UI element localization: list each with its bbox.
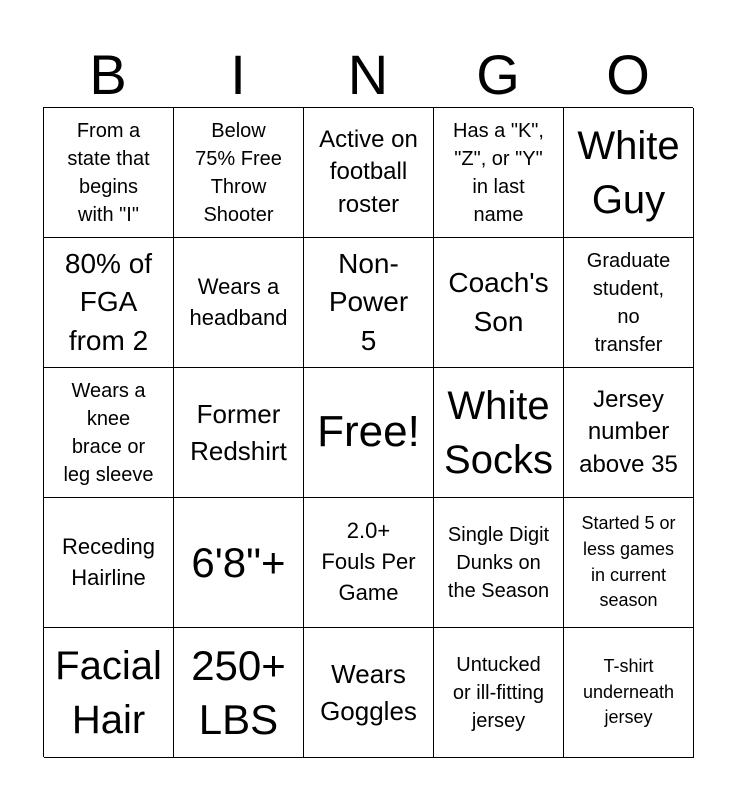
bingo-cell-text: Non- Power 5 xyxy=(328,248,409,356)
bingo-cell-text: T-shirt underneath jersey xyxy=(582,655,675,728)
bingo-cell-r2c5[interactable] xyxy=(564,238,694,368)
header-letter-n: N xyxy=(347,43,389,106)
bingo-cell-r3c1[interactable] xyxy=(44,368,174,498)
bingo-cell-r4c3[interactable] xyxy=(304,498,434,628)
bingo-cell-r5c5[interactable] xyxy=(564,628,694,758)
bingo-cell-r1c3[interactable] xyxy=(304,108,434,238)
bingo-cell-r5c3[interactable] xyxy=(304,628,434,758)
bingo-cell-text: Graduate student, no transfer xyxy=(586,249,671,356)
bingo-cell-text: Wears a headband xyxy=(189,273,288,330)
bingo-cell-text: From a state that begins with "I" xyxy=(67,119,150,226)
bingo-header xyxy=(43,44,693,106)
bingo-cell-text: Active on football roster xyxy=(319,125,418,218)
bingo-cell-text: Wears Goggles xyxy=(320,658,417,726)
bingo-cell-r2c3[interactable] xyxy=(304,238,434,368)
bingo-cell-r1c1[interactable] xyxy=(44,108,174,238)
bingo-cell-text: Jersey number above 35 xyxy=(579,385,678,478)
bingo-cell-r5c2[interactable] xyxy=(174,628,304,758)
bingo-cell-r2c4[interactable] xyxy=(434,238,564,368)
bingo-cell-text: 6'8"+ xyxy=(191,538,286,586)
bingo-cell-text: Wears a knee brace or leg sleeve xyxy=(63,379,154,486)
bingo-cell-r5c1[interactable] xyxy=(44,628,174,758)
bingo-cell-r2c1[interactable] xyxy=(44,238,174,368)
bingo-cell-text: 2.0+ Fouls Per Game xyxy=(321,518,416,605)
bingo-cell-text: Coach's Son xyxy=(448,267,549,337)
bingo-cell-text: 80% of FGA from 2 xyxy=(64,248,153,356)
bingo-cell-r1c4[interactable] xyxy=(434,108,564,238)
bingo-cell-r1c2[interactable] xyxy=(174,108,304,238)
bingo-cell-text: White Socks xyxy=(444,383,553,482)
header-letter-b: B xyxy=(89,43,127,106)
bingo-cell-text: 250+ LBS xyxy=(191,641,286,743)
bingo-cell-r5c4[interactable] xyxy=(434,628,564,758)
bingo-cell-text: Started 5 or less games in current season xyxy=(581,512,676,611)
bingo-cell-text: Single Digit Dunks on the Season xyxy=(447,523,550,602)
bingo-cell-r4c5[interactable] xyxy=(564,498,694,628)
bingo-cell-r4c1[interactable] xyxy=(44,498,174,628)
bingo-cell-text: Free! xyxy=(317,407,420,457)
bingo-cell-r3c2[interactable] xyxy=(174,368,304,498)
bingo-cell-r2c2[interactable] xyxy=(174,238,304,368)
bingo-cell-text: Receding Hairline xyxy=(62,533,155,590)
bingo-cell-r1c5[interactable] xyxy=(564,108,694,238)
header-letter-g: G xyxy=(476,43,520,106)
header-letter-i: I xyxy=(230,43,246,106)
bingo-cell-r3c5[interactable] xyxy=(564,368,694,498)
bingo-cell-text: White Guy xyxy=(577,123,680,222)
bingo-cell-r4c2[interactable] xyxy=(174,498,304,628)
bingo-cell-text: Untucked or ill-fitting jersey xyxy=(452,653,545,732)
bingo-cell-r4c4[interactable] xyxy=(434,498,564,628)
bingo-cell-text: Below 75% Free Throw Shooter xyxy=(195,119,282,226)
bingo-cell-text: Former Redshirt xyxy=(190,398,287,466)
bingo-cell-text: Facial Hair xyxy=(55,643,162,742)
bingo-cell-r3c3[interactable] xyxy=(304,368,434,498)
bingo-cell-r3c4[interactable] xyxy=(434,368,564,498)
header-letter-o: O xyxy=(606,43,650,106)
bingo-cell-text: Has a "K", "Z", or "Y" in last name xyxy=(453,119,544,226)
bingo-grid xyxy=(43,107,693,757)
